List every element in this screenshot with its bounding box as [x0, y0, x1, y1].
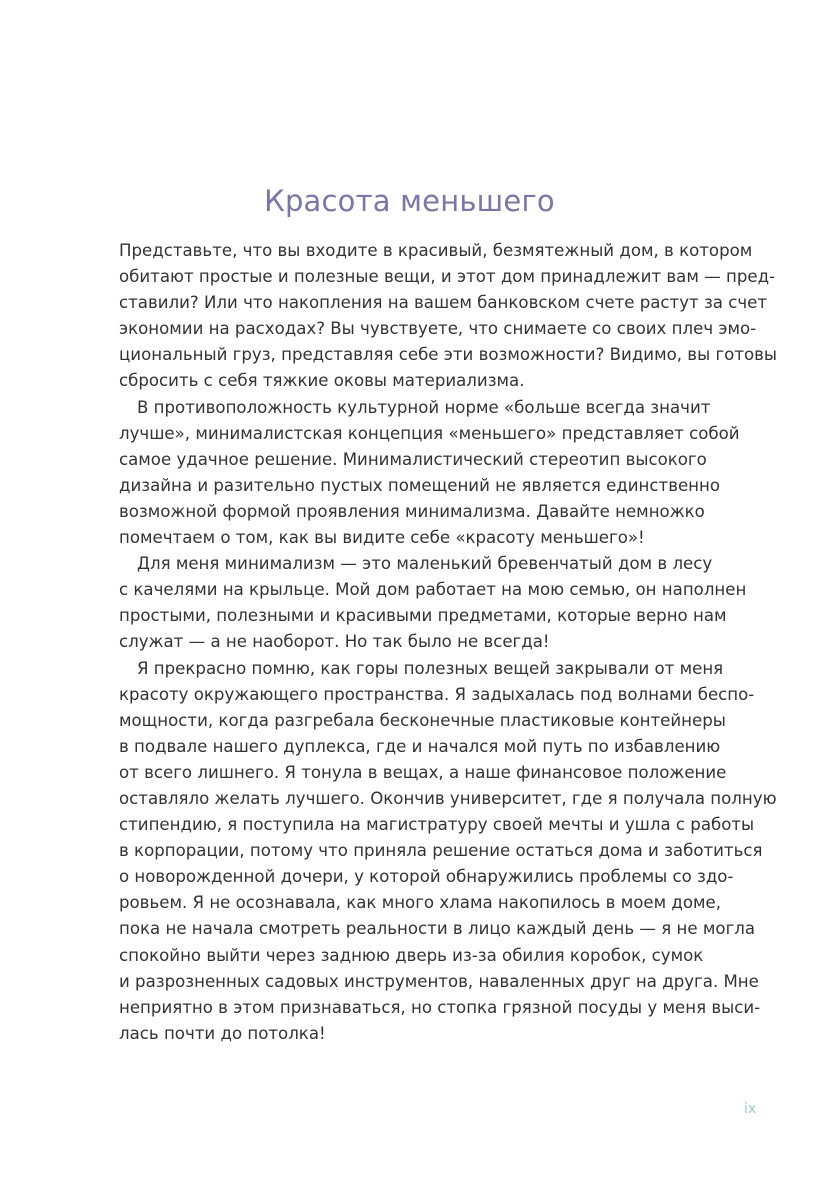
text-line: сбросить с себя тяжкие оковы материализма. — [119, 371, 525, 391]
text-line: экономии на расходах? Вы чувствуете, что снимаете со своих плеч эмо- — [119, 319, 757, 339]
text-line: самое удачное решение. Минималистический стереотип высокого — [119, 449, 707, 469]
page-number: ix — [744, 1101, 757, 1117]
text-line: помечтаем о том, как вы видите себе «красоту меньшего»! — [119, 528, 645, 548]
text-line: в корпорации, потому что приняла решение остаться дома и заботиться — [119, 841, 763, 861]
text-line: В противоположность культурной норме «больше всегда значит — [137, 397, 711, 417]
text-line: и разрозненных садовых инструментов, наваленных друг на друга. Мне — [119, 971, 759, 991]
text-line: обитают простые и полезные вещи, и этот дом принадлежит вам — пред- — [119, 267, 776, 287]
text-line: простыми, полезными и красивыми предметами, которые верно нам — [119, 606, 727, 626]
text-line: от всего лишнего. Я тонула в вещах, а наше финансовое положение — [119, 762, 727, 782]
paragraph — [119, 551, 747, 655]
text-line: ставили? Или что накопления на вашем банковском счете растут за счет — [119, 293, 768, 313]
paragraph — [119, 395, 740, 552]
text-line: Для меня минимализм — это маленький бревенчатый дом в лесу — [137, 554, 713, 574]
text-line: Представьте, что вы входите в красивый, безмятежный дом, в котором — [119, 241, 753, 260]
text-line: оставляло желать лучшего. Окончив университет, где я получала полную — [119, 788, 777, 808]
text-line: возможной формой проявления минимализма. Давайте немножко — [119, 501, 705, 521]
text-line: Я прекрасно помню, как горы полезных вещей закрывали от меня — [137, 658, 724, 678]
paragraph — [119, 238, 778, 395]
text-line: в подвале нашего дуплекса, где и начался мой путь по избавлению — [119, 736, 721, 756]
text-line: дизайна и разительно пустых помещений не является единственно — [119, 475, 721, 495]
paragraph — [119, 656, 777, 1047]
text-line: стипендию, я поступила на магистратуру своей мечты и ушла с работы — [119, 815, 755, 835]
body-text — [119, 238, 778, 1047]
text-line: мощности, когда разгребала бесконечные пластиковые контейнеры — [119, 710, 726, 730]
text-line: лась почти до потолка! — [119, 1023, 326, 1043]
page-title: Красота меньшего — [264, 184, 555, 218]
text-line: неприятно в этом признаваться, но стопка грязной посуды у меня выси- — [119, 997, 761, 1017]
text-line: спокойно выйти через заднюю дверь из-за обилия коробок, сумок — [119, 945, 704, 965]
text-line: с качелями на крыльце. Мой дом работает на мою семью, он наполнен — [119, 580, 747, 600]
text-line: красоту окружающего пространства. Я задыхалась под волнами беспо- — [119, 684, 755, 704]
text-line: циональный груз, представляя себе эти возможности? Видимо, вы готовы — [119, 345, 778, 365]
text-line: служат — а не наоборот. Но так было не всегда! — [119, 632, 550, 652]
text-line: о новорожденной дочери, у которой обнаружились проблемы со здо- — [119, 867, 734, 887]
text-line: ровьем. Я не осознавала, как много хлама накопилось в моем доме, — [119, 893, 722, 913]
text-line: пока не начала смотреть реальности в лицо каждый день — я не могла — [119, 919, 756, 939]
text-line: лучше», минималистская концепция «меньшего» представляет собой — [119, 423, 740, 443]
